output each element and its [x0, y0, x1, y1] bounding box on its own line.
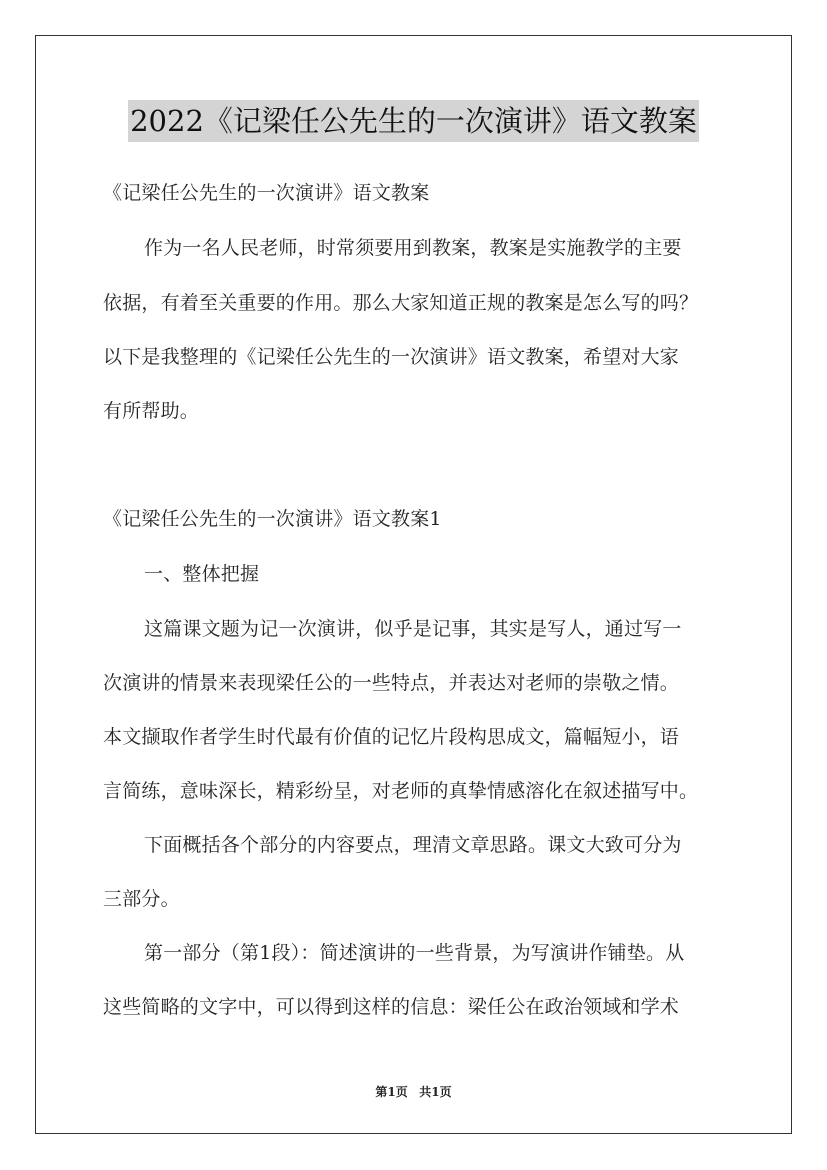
body-line: 言简练，意味深长，精彩纷呈，对老师的真挚情感溶化在叙述描写中。 [103, 780, 699, 802]
body-line: 本文撷取作者学生时代最有价值的记忆片段构思成文，篇幅短小，语 [103, 726, 680, 748]
page-number: 第1页 [375, 1085, 408, 1099]
intro-line: 以下是我整理的《记梁任公先生的一次演讲》语文教案，希望对大家 [103, 346, 680, 368]
page-total: 共1页 [419, 1085, 452, 1099]
intro-line: 有所帮助。 [103, 400, 200, 422]
body-line: 下面概括各个部分的内容要点，理清文章思路。课文大致可分为 [144, 834, 682, 856]
sub-heading: 一、整体把握 [144, 563, 260, 585]
body-line: 这些简略的文字中，可以得到这样的信息：梁任公在政治领域和学术 [103, 996, 680, 1018]
page-footer [0, 1084, 827, 1100]
document-title: 2022《记梁任公先生的一次演讲》语文教案 [128, 100, 699, 142]
body-line: 次演讲的情景来表现梁任公的一些特点，并表达对老师的崇敬之情。 [103, 672, 680, 694]
body-line: 三部分。 [103, 888, 180, 910]
body-line: 第一部分（第1段）：简述演讲的一些背景，为写演讲作铺垫。从 [144, 942, 685, 964]
section-heading: 《记梁任公先生的一次演讲》语文教案1 [103, 508, 442, 530]
intro-line: 作为一名人民老师，时常须要用到教案，教案是实施教学的主要 [144, 237, 682, 259]
document-subtitle: 《记梁任公先生的一次演讲》语文教案 [103, 182, 430, 204]
intro-line: 依据，有着至关重要的作用。那么大家知道正规的教案是怎么写的吗？ [103, 292, 699, 314]
body-line: 这篇课文题为记一次演讲，似乎是记事，其实是写人，通过写一 [144, 618, 682, 640]
title-container [0, 100, 827, 142]
